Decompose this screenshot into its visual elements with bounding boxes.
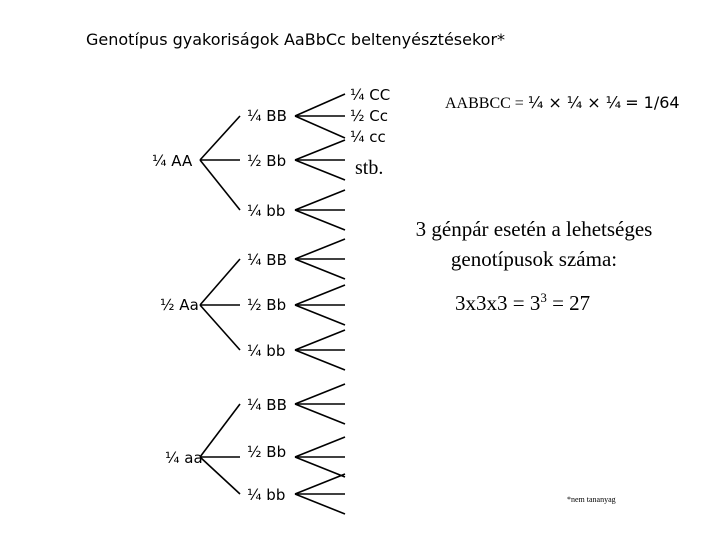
- genotype-Bb-label: ½ Bb: [247, 443, 287, 461]
- branch-line-level2: [295, 437, 345, 457]
- calc-base: 3x3x3 = 3: [455, 291, 541, 315]
- etc-label: stb.: [355, 157, 384, 179]
- branch-line-level1: [200, 259, 240, 305]
- branch-line-level2: [295, 239, 345, 259]
- branch-line-level2: [295, 494, 345, 514]
- branch-line-level1: [200, 116, 240, 160]
- page-title: Genotípus gyakoriságok AaBbCc beltenyésztésekor*: [86, 30, 506, 49]
- genotype-BB-label: ¼ BB: [247, 396, 287, 414]
- genotype-CC-label: ¼ CC: [350, 86, 391, 104]
- branch-line-level2: [295, 190, 345, 210]
- genotype-Aa-label: ½ Aa: [160, 296, 199, 314]
- branch-line-level2: [295, 384, 345, 404]
- formula-result: = 1/64: [625, 93, 680, 112]
- genotype-Bb-label: ½ Bb: [247, 296, 287, 314]
- branch-line-level1: [200, 160, 240, 210]
- branch-line-level1: [200, 404, 240, 457]
- genotype-cc-label: ¼ cc: [350, 128, 386, 146]
- branch-line-level2: [295, 474, 345, 494]
- formula-times: ×: [587, 93, 601, 112]
- genotype-BB-label: ¼ BB: [247, 251, 287, 269]
- formula-term: ¼: [566, 93, 583, 112]
- branch-line-level2: [295, 285, 345, 305]
- branch-line-level1: [200, 305, 240, 350]
- branch-line-level2: [295, 350, 345, 370]
- footnote: *nem tananyag: [567, 495, 616, 504]
- genotype-BB-label: ¼ BB: [247, 107, 287, 125]
- branch-line-level2: [295, 140, 345, 160]
- formula-term: ¼: [605, 93, 622, 112]
- calc-exponent: 3: [540, 290, 547, 305]
- branch-line-level2: [295, 305, 345, 325]
- genotype-bb-label: ¼ bb: [247, 202, 286, 220]
- formula-term: ¼: [527, 93, 544, 112]
- branch-line-level2: [295, 457, 345, 477]
- branch-line-level2: [295, 210, 345, 230]
- genotype-aa-label: ¼ aa: [165, 449, 203, 467]
- branch-line-level2: [295, 404, 345, 424]
- genotype-bb-label: ¼ bb: [247, 342, 286, 360]
- branch-line-level2: [295, 94, 345, 116]
- genotype-Bb-label: ½ Bb: [247, 152, 287, 170]
- genotype-AA-label: ¼ AA: [152, 152, 193, 170]
- branch-line-level2: [295, 160, 345, 180]
- branch-line-level1: [200, 457, 240, 494]
- formula-prefix: AABBCC =: [445, 95, 528, 112]
- calc-result: = 27: [546, 291, 591, 315]
- branch-line-level2: [295, 116, 345, 138]
- note-line-2: genotípusok száma:: [450, 247, 618, 271]
- branch-line-level2: [295, 330, 345, 350]
- genotype-bb-label: ¼ bb: [247, 486, 286, 504]
- probability-formula: [445, 93, 680, 112]
- branch-line-level2: [295, 259, 345, 279]
- note-line-1: 3 génpár esetén a lehetséges: [415, 217, 653, 241]
- genotype-Cc-label: ½ Cc: [350, 107, 389, 125]
- formula-times: ×: [548, 93, 562, 112]
- calculation: [455, 290, 590, 315]
